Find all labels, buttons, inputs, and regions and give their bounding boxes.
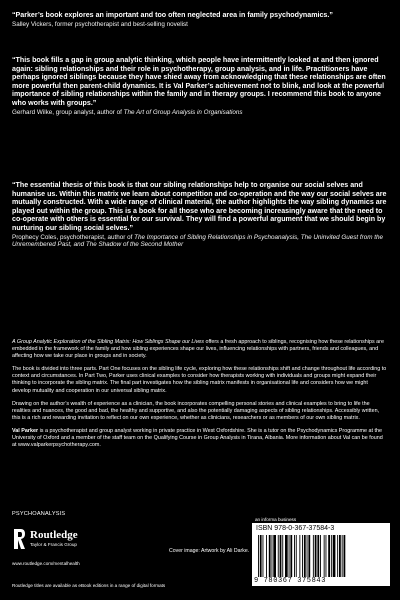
barcode-bar bbox=[326, 535, 327, 577]
barcode-bar bbox=[263, 535, 264, 577]
barcode-bar bbox=[339, 535, 341, 577]
quote-attribution: Prophecy Coles, psychotherapist, author of The Importance of Sibling Relationships in Psychoanalysis, The Uninvited Guest from the Unremembered Past, and The Shadow of the Second Mother bbox=[12, 233, 384, 249]
barcode-bar bbox=[289, 535, 290, 577]
quote-text: “Parker’s book explores an important and too often neglected area in family psychodynamics.” bbox=[12, 11, 333, 19]
isbn-label: ISBN 978-0-367-37584-3 bbox=[256, 525, 335, 532]
barcode-digits: 9 780367 375843 bbox=[254, 577, 327, 585]
barcode-bar bbox=[307, 535, 308, 577]
author-bio: Val Parker is a psychotherapist and group analyst working in private practice in West Oxfordshire. She is a tutor on the Psychodynamics Programme at the University of Oxford and a member of the staff team on the Qualifying Course in Group Analysis in Tirana, Albania. More information about Val can be found at www.valparkerpsychotherapy.com. bbox=[12, 427, 383, 449]
barcode-bar bbox=[344, 535, 346, 577]
barcode-bar bbox=[328, 535, 330, 577]
quote-text: “This book fills a gap in group analytic thinking, which people have intermittently looked at and then ignored again: sibling relationships and their role in psychotherapy, group analysis, and in life. Practitioners have perhaps ignored siblings because they have shied away from acknowledging that these relationships are often more powerful then parent-child dynamics. It is Val Parker’s achievement not to blink, and look at the powerful importance of sibling relationships within the family and in therapy groups. I recommend this book to anyone who works with groups.” bbox=[12, 56, 386, 107]
barcode-bar bbox=[342, 535, 343, 577]
routledge-logo-icon bbox=[12, 528, 26, 550]
publisher-name: Routledge bbox=[30, 529, 78, 541]
barcode-bar bbox=[331, 535, 332, 577]
informa-tagline: an informa business bbox=[255, 517, 297, 522]
barcode-bar bbox=[320, 535, 321, 577]
publisher-website[interactable]: www.routledge.com/mentalhealth bbox=[12, 561, 80, 566]
barcode-bar bbox=[282, 535, 283, 577]
barcode-bar bbox=[290, 535, 292, 577]
barcode-bar bbox=[260, 535, 262, 577]
book-description bbox=[12, 339, 388, 449]
cover-credit: Cover image: Artwork by Ali Darke. bbox=[169, 548, 250, 554]
barcode-bar bbox=[317, 535, 319, 577]
barcode-bar bbox=[280, 535, 282, 577]
barcode-bar bbox=[313, 535, 314, 577]
quote-attribution: Gerhard Wilke, group analyst, author of The Art of Group Analysis in Organisations bbox=[12, 108, 243, 116]
publisher-group: Taylor & Francis Group bbox=[30, 542, 77, 547]
quote-attribution: Salley Vickers, former psychotherapist and best-selling novelist bbox=[12, 20, 188, 28]
barcode-bar bbox=[272, 535, 273, 577]
barcode-icon bbox=[256, 535, 384, 577]
barcode-bar bbox=[299, 535, 300, 577]
ebook-footnote: Routledge titles are available as eBook editions in a range of digital formats bbox=[12, 583, 166, 588]
barcode-bar bbox=[337, 535, 338, 577]
barcode-bar bbox=[273, 535, 276, 577]
quote-2 bbox=[12, 56, 388, 116]
publisher-logo bbox=[12, 528, 112, 558]
barcode-bar bbox=[296, 535, 297, 577]
barcode-bar bbox=[258, 535, 259, 577]
quote-3 bbox=[12, 181, 388, 249]
barcode-bar bbox=[294, 535, 295, 577]
description-paragraph-1: A Group Analytic Exploration of the Sibling Matrix: How Siblings Shape our Lives offers a fresh approach to siblings, recognising how these relationships are embedded in the framework of the family and how sibling experiences shape our lives, influencing relationships with partners, friends and colleagues, and affecting how we take our place in groups and in society. bbox=[12, 339, 384, 360]
barcode-bar bbox=[308, 535, 310, 577]
barcode-bar bbox=[266, 535, 267, 577]
barcode-bar bbox=[285, 535, 288, 577]
subject-category: PSYCHOANALYSIS bbox=[12, 511, 66, 517]
barcode-bar bbox=[324, 535, 325, 577]
barcode-bar bbox=[315, 535, 317, 577]
isbn-barcode-box bbox=[252, 523, 390, 586]
barcode-bar bbox=[333, 535, 336, 577]
quote-text: “The essential thesis of this book is that our sibling relationships help to organise our social selves and humanise us. Within this matrix we learn about competition and co-operation and the way our social selves are mutually constructed. With a wide range of clinical material, the author highlights the way sibling dynamics are played out within the group. This is a book for all those who are becoming increasingly aware that the need to co-operate with others is essential for our survival. They will find a powerful argument that we should begin by nurturing our sibling social selves.” bbox=[12, 181, 387, 232]
description-paragraph-2: The book is divided into three parts. Part One focuses on the sibling life cycle, exploring how these relationships shift and change throughout life according to context and circumstances. In Part Two, Parker uses clinical examples to consider how therapists working with individuals and groups might expand their thinking to incorporate the sibling matrix. The final part investigates how the sibling matrix manifests in organisational life and considers how we might develop mutuality and cooperation in our universal sibling matrix. bbox=[12, 366, 387, 394]
barcode-bar bbox=[278, 535, 279, 577]
barcode-bar bbox=[304, 535, 306, 577]
description-paragraph-3: Drawing on the author’s wealth of experience as a clinician, the book incorporates compelling personal stories and clinical examples to bring to life the realities and nuances, the good and bad, the healthy and supportive, and also the potentially damaging aspects of sibling relationships. Accessibly written, this is a rich and rewarding invitation to reflect on our own experience, whether as clinicians, researchers or as members of our own sibling matrix. bbox=[12, 400, 380, 421]
barcode-bar bbox=[269, 535, 271, 577]
quote-1 bbox=[12, 11, 388, 28]
barcode-bar bbox=[302, 535, 303, 577]
